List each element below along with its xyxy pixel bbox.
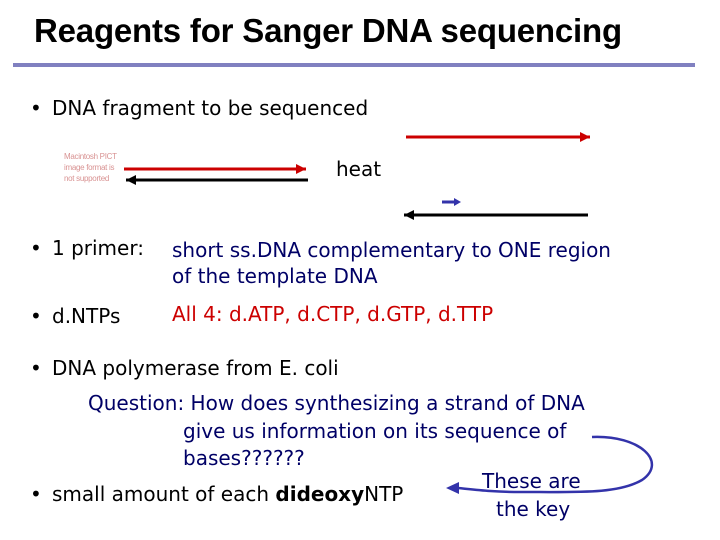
bullet-dntps	[30, 304, 120, 328]
fragment-text: DNA fragment to be sequenced	[52, 96, 369, 120]
bullet-primer	[30, 236, 144, 260]
bullet-dot: •	[30, 236, 42, 260]
primer-label: 1 primer:	[52, 236, 144, 260]
primer-arrow	[442, 198, 461, 206]
question-line-2: give us information on its sequence of	[183, 419, 567, 443]
bullet-dideoxy	[30, 482, 403, 506]
primer-description-line-2: of the template DNA	[172, 264, 378, 288]
key-note-line-1: These are	[482, 469, 581, 493]
dntps-description: All 4: d.ATP, d.CTP, d.GTP, d.TTP	[172, 302, 494, 326]
primer-description-line-1: short ss.DNA complementary to ONE region	[172, 238, 611, 262]
single-strand-red-arrow	[406, 132, 590, 142]
polymerase-text: DNA polymerase from E. coli	[52, 356, 339, 380]
bullet-dot: •	[30, 96, 42, 120]
dntps-label: d.NTPs	[52, 304, 121, 328]
heat-label: heat	[336, 157, 382, 181]
unsupported-image-placeholder: Macintosh PICT image format is not supported	[64, 152, 117, 183]
question-line-1: Question: How does synthesizing a strand of DNA	[88, 391, 585, 415]
key-note-line-2: the key	[496, 497, 571, 521]
small-amount-text: small amount of each	[52, 482, 276, 506]
single-strand-black-arrow	[404, 210, 588, 220]
bullet-dot: •	[30, 356, 42, 380]
bullet-dot: •	[30, 482, 42, 506]
ntp-text: NTP	[364, 482, 404, 506]
bullet-polymerase	[30, 356, 339, 380]
double-strand-arrows	[124, 164, 308, 185]
bullet-dot: •	[30, 304, 42, 328]
slide-title: Reagents for Sanger DNA sequencing	[34, 12, 622, 49]
question-line-3: bases??????	[183, 446, 305, 470]
dideoxy-emphasis: dideoxy	[275, 482, 365, 506]
